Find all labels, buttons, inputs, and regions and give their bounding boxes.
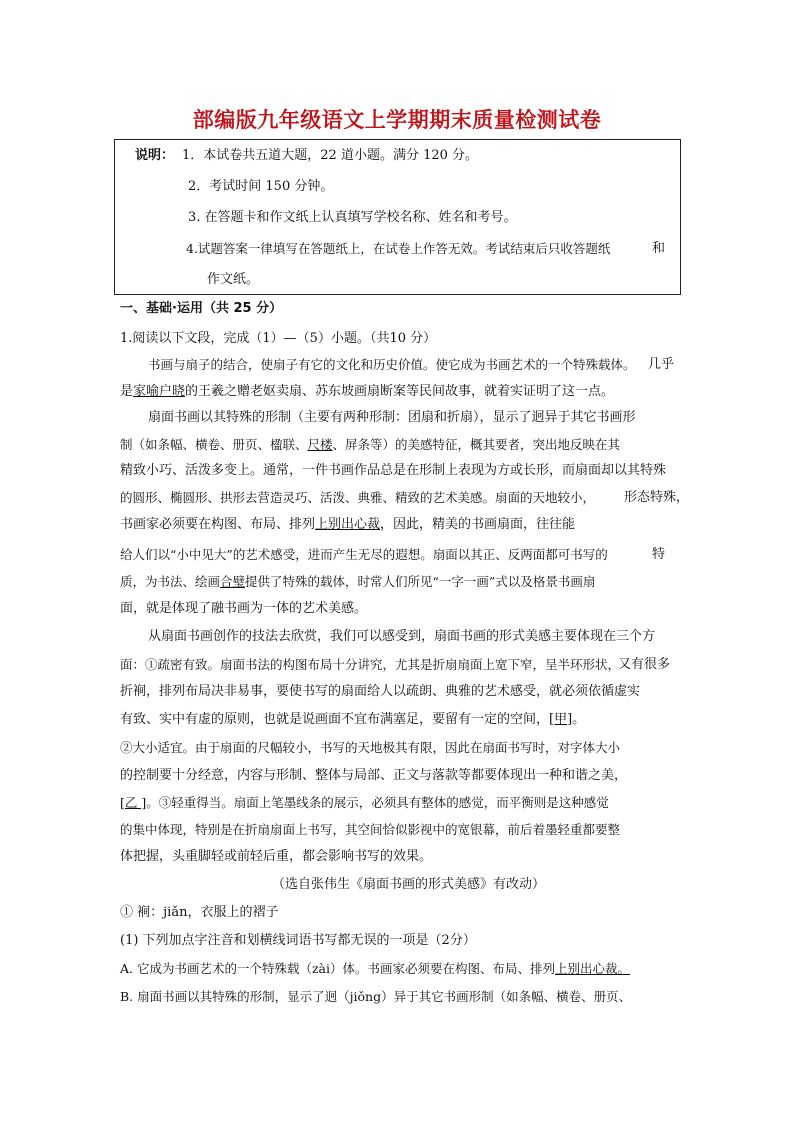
passage-line: 面：①疏密有致。扇面书法的构图布局十分讲究，尤其是折扇扇面上宽下窄，呈半环形状， [120, 657, 621, 672]
passage-line: 制（如条幅、横卷、册页、楹联、尺楼、屏条等）的美感特征，概其要者，突出地反映在其 [120, 437, 621, 452]
instruction-4-and: 和 [652, 241, 666, 256]
instruction-4: 4.试题答案一律填写在答题纸上，在试卷上作答无效。考试结束后只收答题纸 [186, 241, 611, 256]
blank-jia: [甲] [549, 712, 573, 727]
page-title: 部编版九年级语文上学期期末质量检测试卷 [192, 108, 602, 132]
instruction-1: 1．本试卷共五道大题，22 道小题。满分 120 分。 [182, 148, 479, 163]
underlined-term: 上别出心裁。 [555, 961, 631, 976]
blank-yi: [乙 ] [120, 795, 147, 810]
passage-line: [乙 ]。③轻重得当。扇面上笔墨线条的展示，必须具有整体的感觉，而平衡则是这种感觉 [120, 795, 609, 810]
footnote: ① 裥：jiǎn，衣服上的褶子 [120, 905, 279, 920]
option-b: B. 扇面书画以其特殊的形制，显示了迥（jiǒng）异于其它书画形制（如条幅、横卷、册页、 [120, 989, 632, 1004]
question-1-1: (1) 下列加点字注音和划横线词语书写都无误的一项是（2分） [120, 933, 476, 948]
passage-line: 质，为书法、绘画合璧提供了特殊的载体，时常人们所见“一字一画”式以及格景书画扇 [120, 574, 596, 589]
passage-line: 的集中体现，特别是在折扇扇面上书写，其空间恰似影视中的宽银幕，前后着墨轻重都要整 [120, 822, 621, 837]
passage-line: 特 [652, 547, 666, 562]
underlined-term: 尺楼 [307, 437, 333, 452]
instructions-label: 说明： [135, 148, 175, 163]
source-note: （选自张伟生《扇面书画的形式美感》有改动） [272, 877, 546, 892]
section-heading: 一、基础·运用（共 25 分） [120, 301, 283, 316]
passage-line: 体把握，头重脚轻或前轻后重，都会影响书写的效果。 [120, 849, 433, 864]
passage-line: 精致小巧、活泼多变上。通常，一件书画作品总是在形制上表现为方或长形，而扇面却以其特殊 [120, 463, 667, 478]
passage-line: 有致、实中有虚的原则，也就是说画面不宜布满塞足，要留有一定的空间，[甲]。 [120, 712, 586, 727]
passage-line: 又有很多 [618, 657, 671, 672]
instruction-2: 2．考试时间 150 分钟。 [188, 179, 334, 194]
passage-line: 的控制要十分经意，内容与形制、整体与局部、正文与落款等都要体现出一种和谐之美， [120, 768, 628, 783]
instruction-4-cont: 作文纸。 [207, 272, 260, 287]
passage-line: 折裥，排列布局决非易事，要使书写的扇面给人以疏朗、典雅的艺术感受，就必须依循虚实 [120, 684, 641, 699]
passage-line: 的圆形、椭圆形、拱形去营造灵巧、活泼、典雅、精致的艺术美感。扇面的天地较小， [120, 490, 596, 505]
passage-line: 是家喻户晓的王羲之赠老妪卖扇、苏东坡画扇断案等民间故事，就着实证明了这一点。 [120, 384, 615, 399]
option-a: A. 它成为书画艺术的一个特殊载（zài）体。书画家必须要在构图、布局、排列上别出心裁。 [120, 961, 631, 976]
question-1-prompt: 1.阅读以下文段，完成（1）—（5）小题。（共10 分） [120, 331, 437, 346]
passage-line: 从扇面书画创作的技法去欣赏，我们可以感受到，扇面书画的形式美感主要体现在三个方 [148, 629, 656, 644]
underlined-term: 合璧 [220, 574, 246, 589]
passage-line: 书画与扇子的结合，使扇子有它的文化和历史价值。使它成为书画艺术的一个特殊载体。 [148, 357, 636, 372]
passage-line: 书画家必须要在构图、布局、排列上别出心裁，因此，精美的书画扇面，往往能 [120, 517, 576, 532]
instruction-3: 3. 在答题卡和作文纸上认真填写学校名称、姓名和考号。 [188, 210, 517, 225]
passage-line: 面，就是体现了融书画为一体的艺术美感。 [120, 601, 368, 616]
passage-line: 形态特殊， [624, 490, 690, 505]
underlined-term: 上别出心裁 [315, 517, 381, 532]
passage-line: 给人们以“小中见大”的艺术感受，进而产生无尽的遐想。扇面以其正、反两面都可书写的 [120, 547, 608, 562]
passage-line: ②大小适宜。由于扇面的尺幅较小，书写的天地极其有限，因此在扇面书写时，对字体大小 [120, 740, 621, 755]
underlined-term: 家喻户晓 [133, 384, 186, 399]
passage-line: 扇面书画以其特殊的形制（主要有两种形制：团扇和折扇），显示了迥异于其它书画形 [148, 410, 636, 425]
passage-line: 几乎 [648, 357, 675, 372]
